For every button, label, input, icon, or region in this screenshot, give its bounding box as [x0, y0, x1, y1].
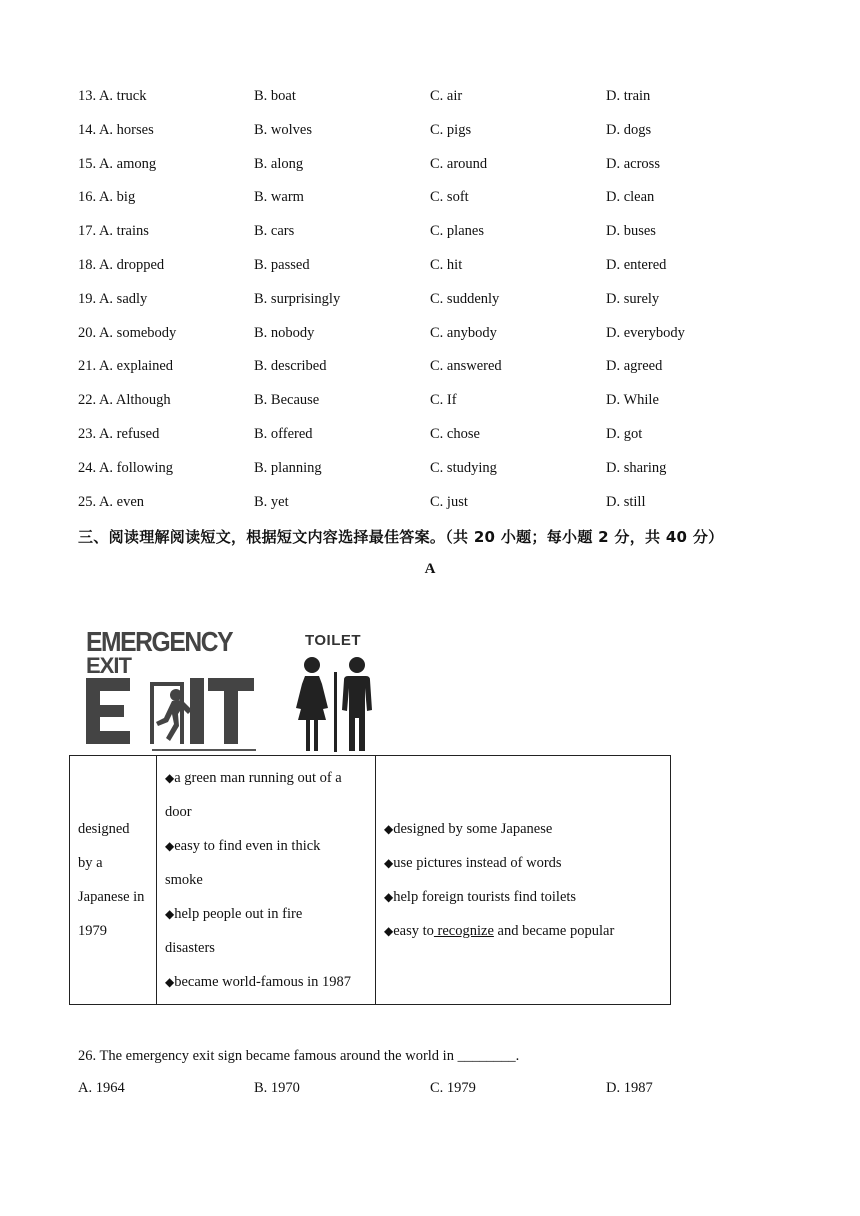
answer-option: B. nobody	[254, 324, 315, 341]
answer-option: D. dogs	[606, 121, 652, 138]
sign-info-table	[69, 755, 671, 1005]
origin-line: by a	[78, 855, 103, 871]
question-row	[78, 122, 778, 142]
answer-option: 24. A. following	[78, 459, 174, 476]
answer-option: D. agreed	[606, 358, 663, 375]
fact-line: ◆designed by some Japanese	[384, 821, 553, 837]
answer-option: B. yet	[254, 493, 289, 510]
answer-option: B. offered	[254, 426, 313, 442]
answer-option: C. chose	[430, 426, 480, 442]
answer-option: C. around	[430, 155, 488, 172]
table-row	[70, 756, 671, 1005]
answer-option: B. along	[254, 155, 304, 172]
answer-option: 14. A. horses	[78, 121, 154, 138]
answer-option: 18. A. dropped	[78, 257, 165, 273]
question-row	[78, 257, 778, 277]
bullet-icon: ◆	[384, 890, 394, 904]
answer-option: C. suddenly	[430, 290, 500, 307]
question-row	[78, 426, 778, 446]
fact-line: smoke	[165, 872, 203, 888]
exit-sign-underline	[152, 749, 256, 751]
answer-option: D. clean	[606, 189, 655, 206]
bullet-icon: ◆	[165, 975, 175, 989]
answer-option: 16. A. big	[78, 189, 136, 206]
question-row	[78, 494, 778, 514]
answer-option: C. pigs	[430, 121, 472, 138]
fact-line: ◆easy to recognize and became popular	[384, 923, 615, 939]
answer-option: D. across	[606, 155, 660, 172]
origin-line: designed	[78, 821, 130, 837]
underlined-word: recognize	[433, 923, 494, 939]
origin-line: Japanese in	[78, 889, 145, 905]
question-row	[78, 189, 778, 209]
answer-option: 25. A. even	[78, 493, 145, 510]
answer-option: D. While	[606, 392, 659, 409]
question-row	[78, 291, 778, 311]
answer-option: 15. A. among	[78, 155, 157, 172]
toilet-pictogram-icon	[292, 656, 378, 752]
origin-line: 1979	[78, 923, 107, 939]
passage-label: A	[424, 561, 436, 577]
answer-option: C. answered	[430, 358, 502, 375]
answer-option: B. wolves	[254, 121, 312, 138]
question-row	[78, 358, 778, 378]
answer-option: 19. A. sadly	[78, 290, 148, 307]
answer-option: C. If	[430, 392, 457, 409]
toilet-sign-image	[292, 632, 378, 752]
answer-option: B. cars	[254, 223, 295, 240]
answer-option: D. train	[606, 88, 651, 104]
answer-option: B. boat	[254, 88, 296, 104]
answer-option: D. 1987	[606, 1080, 653, 1096]
table-cell-origin	[70, 756, 157, 1005]
answer-option: B. 1970	[254, 1080, 300, 1096]
exit-pictogram-icon	[86, 678, 256, 748]
answer-option: C. studying	[430, 459, 497, 476]
question-row	[78, 156, 778, 176]
answer-option: B. surprisingly	[254, 290, 341, 307]
question-row	[78, 392, 778, 412]
fact-line: ◆a green man running out of a	[165, 770, 342, 786]
fact-line: disasters	[165, 940, 215, 956]
question-row	[78, 88, 778, 108]
exit-small-sign-text: EXIT	[86, 653, 131, 678]
answer-option: B. passed	[254, 257, 310, 273]
question-row	[78, 325, 778, 345]
answer-option: D. entered	[606, 257, 667, 273]
bullet-icon: ◆	[165, 839, 175, 853]
fact-line: ◆help people out in fire	[165, 906, 303, 922]
answer-option: D. sharing	[606, 459, 667, 476]
question-row	[78, 223, 778, 243]
section-heading: 三、阅读理解阅读短文，根据短文内容选择最佳答案。（共 20 小题；每小题 2 分，共 40 分）	[78, 528, 724, 546]
fact-line: ◆easy to find even in thick	[165, 838, 321, 854]
answer-option: D. still	[606, 493, 646, 510]
bullet-icon: ◆	[165, 907, 175, 921]
fact-line: door	[165, 804, 192, 820]
fact-line: ◆help foreign tourists find toilets	[384, 889, 577, 905]
answer-option: C. air	[430, 88, 463, 104]
emergency-exit-sign-image	[86, 626, 258, 754]
bullet-icon: ◆	[384, 856, 394, 870]
answer-option: 13. A. truck	[78, 88, 147, 104]
answer-option: B. described	[254, 358, 327, 375]
answer-option: C. 1979	[430, 1080, 476, 1096]
fact-line: ◆became world-famous in 1987	[165, 974, 352, 990]
question-stem: 26. The emergency exit sign became famous around the world in ________.	[78, 1048, 520, 1064]
emergency-sign-text: EMERGENCY	[86, 626, 233, 657]
answer-option: D. buses	[606, 223, 656, 240]
bullet-icon: ◆	[384, 924, 394, 938]
answer-option: D. surely	[606, 290, 660, 307]
answer-option: C. hit	[430, 257, 463, 273]
answer-option: A. 1964	[78, 1080, 125, 1096]
fact-line: ◆use pictures instead of words	[384, 855, 562, 871]
answer-option: D. got	[606, 426, 643, 442]
answer-option: C. planes	[430, 223, 484, 240]
answer-option: D. everybody	[606, 324, 685, 341]
answer-option: B. warm	[254, 189, 304, 206]
answer-option: 23. A. refused	[78, 426, 160, 442]
question-row	[78, 460, 778, 480]
answer-option: 17. A. trains	[78, 223, 149, 240]
answer-option: 21. A. explained	[78, 358, 174, 375]
bullet-icon: ◆	[165, 771, 175, 785]
table-cell-exit-facts	[157, 756, 376, 1005]
answer-option: B. planning	[254, 459, 322, 476]
table-cell-toilet-facts	[376, 756, 671, 1005]
answer-option: C. anybody	[430, 324, 497, 341]
answer-option: 20. A. somebody	[78, 324, 177, 341]
toilet-sign-text: TOILET	[305, 632, 362, 649]
question-26	[78, 1046, 778, 1100]
answer-option: 22. A. Although	[78, 392, 171, 409]
answer-option: C. soft	[430, 189, 469, 206]
answer-option: B. Because	[254, 392, 320, 409]
answer-option: C. just	[430, 493, 468, 510]
bullet-icon: ◆	[384, 822, 394, 836]
